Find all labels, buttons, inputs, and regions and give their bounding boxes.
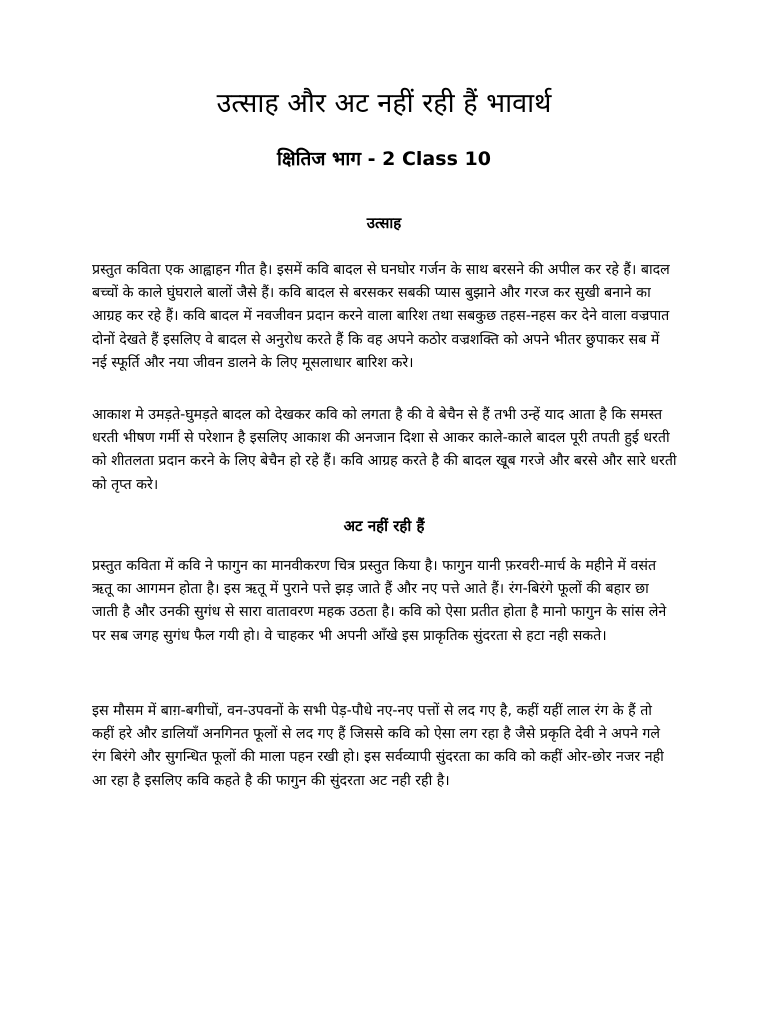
paragraph-utsah-1: प्रस्तुत कविता एक आह्वाहन गीत है। इसमें कवि बादल से घनघोर गर्जन के साथ बरसने की अपील कर रहे हैं। बादल बच्चों के काले घुंघराले बालों जैसे हैं। कवि बादल से बरसकर सबकी प्यास बुझाने और गरज कर सुखी बनाने का आग्रह कर रहे हैं। कवि बादल में नवजीवन प्रदान करने वाला बारिश तथा सबकुछ तहस-नहस कर देने वाला वज्रपात दोनों देखते हैं इसलिए वे बादल से अनुरोध करते हैं कि वह अपने कठोर वज्रशक्ति को अपने भीतर छुपाकर सब में नई स्फूर्ति और नया जीवन डालने के लिए मूसलाधार बारिश करे। <box>92 262 670 371</box>
paragraph-utsah-2: आकाश मे उमड़ते-घुमड़ते बादल को देखकर कवि को लगता है की वे बेचैन से हैं तभी उन्हें याद आता है कि समस्त धरती भीषण गर्मी से परेशान है इसलिए आकाश की अनजान दिशा से आकर काले-काले बादल पूरी तपती हुई धरती को शीतलता प्रदान करने के लिए बेचैन हो रहे हैं। कवि आग्रह करते है की बादल खूब गरजे और बरसे और सारे धरती को तृप्त करे। <box>92 407 677 493</box>
page-title: उत्साह और अट नहीं रही हैं भावार्थ <box>216 88 552 119</box>
paragraph-at-nahin-rahi-1: प्रस्तुत कविता में कवि ने फागुन का मानवीकरण चित्र प्रस्तुत किया है। फागुन यानी फ़रवरी-मार्च के महीने में वसंत ऋतू का आगमन होता है। इस ऋतू में पुराने पत्ते झड़ जाते हैं और नए पत्ते आते हैं। रंग-बिरंगे फूलों की बहार छा जाती है और उनकी सुगंध से सारा वातावरण महक उठता है। कवि को ऐसा प्रतीत होता है मानो फागुन के सांस लेने पर सब जगह सुगंध फैल गयी हो। वे चाहकर भी अपनी आँखे इस प्राकृतिक सुंदरता से हटा नही सकते। <box>92 558 667 644</box>
section-heading-at-nahin-rahi: अट नहीं रही हैं <box>343 517 425 535</box>
page-subtitle: क्षितिज भाग - 2 Class 10 <box>277 148 491 170</box>
section-heading-utsah: उत्साह <box>366 214 402 232</box>
paragraph-at-nahin-rahi-2: इस मौसम में बाग़-बगीचों, वन-उपवनों के सभी पेड़-पौधे नए-नए पत्तों से लद गए है, कहीं यहीं लाल रंग के हैं तो कहीं हरे और डालियाँ अनगिनत फूलों से लद गए हैं जिससे कवि को ऐसा लग रहा है जैसे प्रकृति देवी ने अपने गले रंग बिरंगे और सुगन्धित फूलों की माला पहन रखी हो। इस सर्वव्यापी सुंदरता का कवि को कहीं ओर-छोर नजर नही आ रहा है इसलिए कवि कहते है की फागुन की सुंदरता अट नही रही है। <box>92 703 664 789</box>
